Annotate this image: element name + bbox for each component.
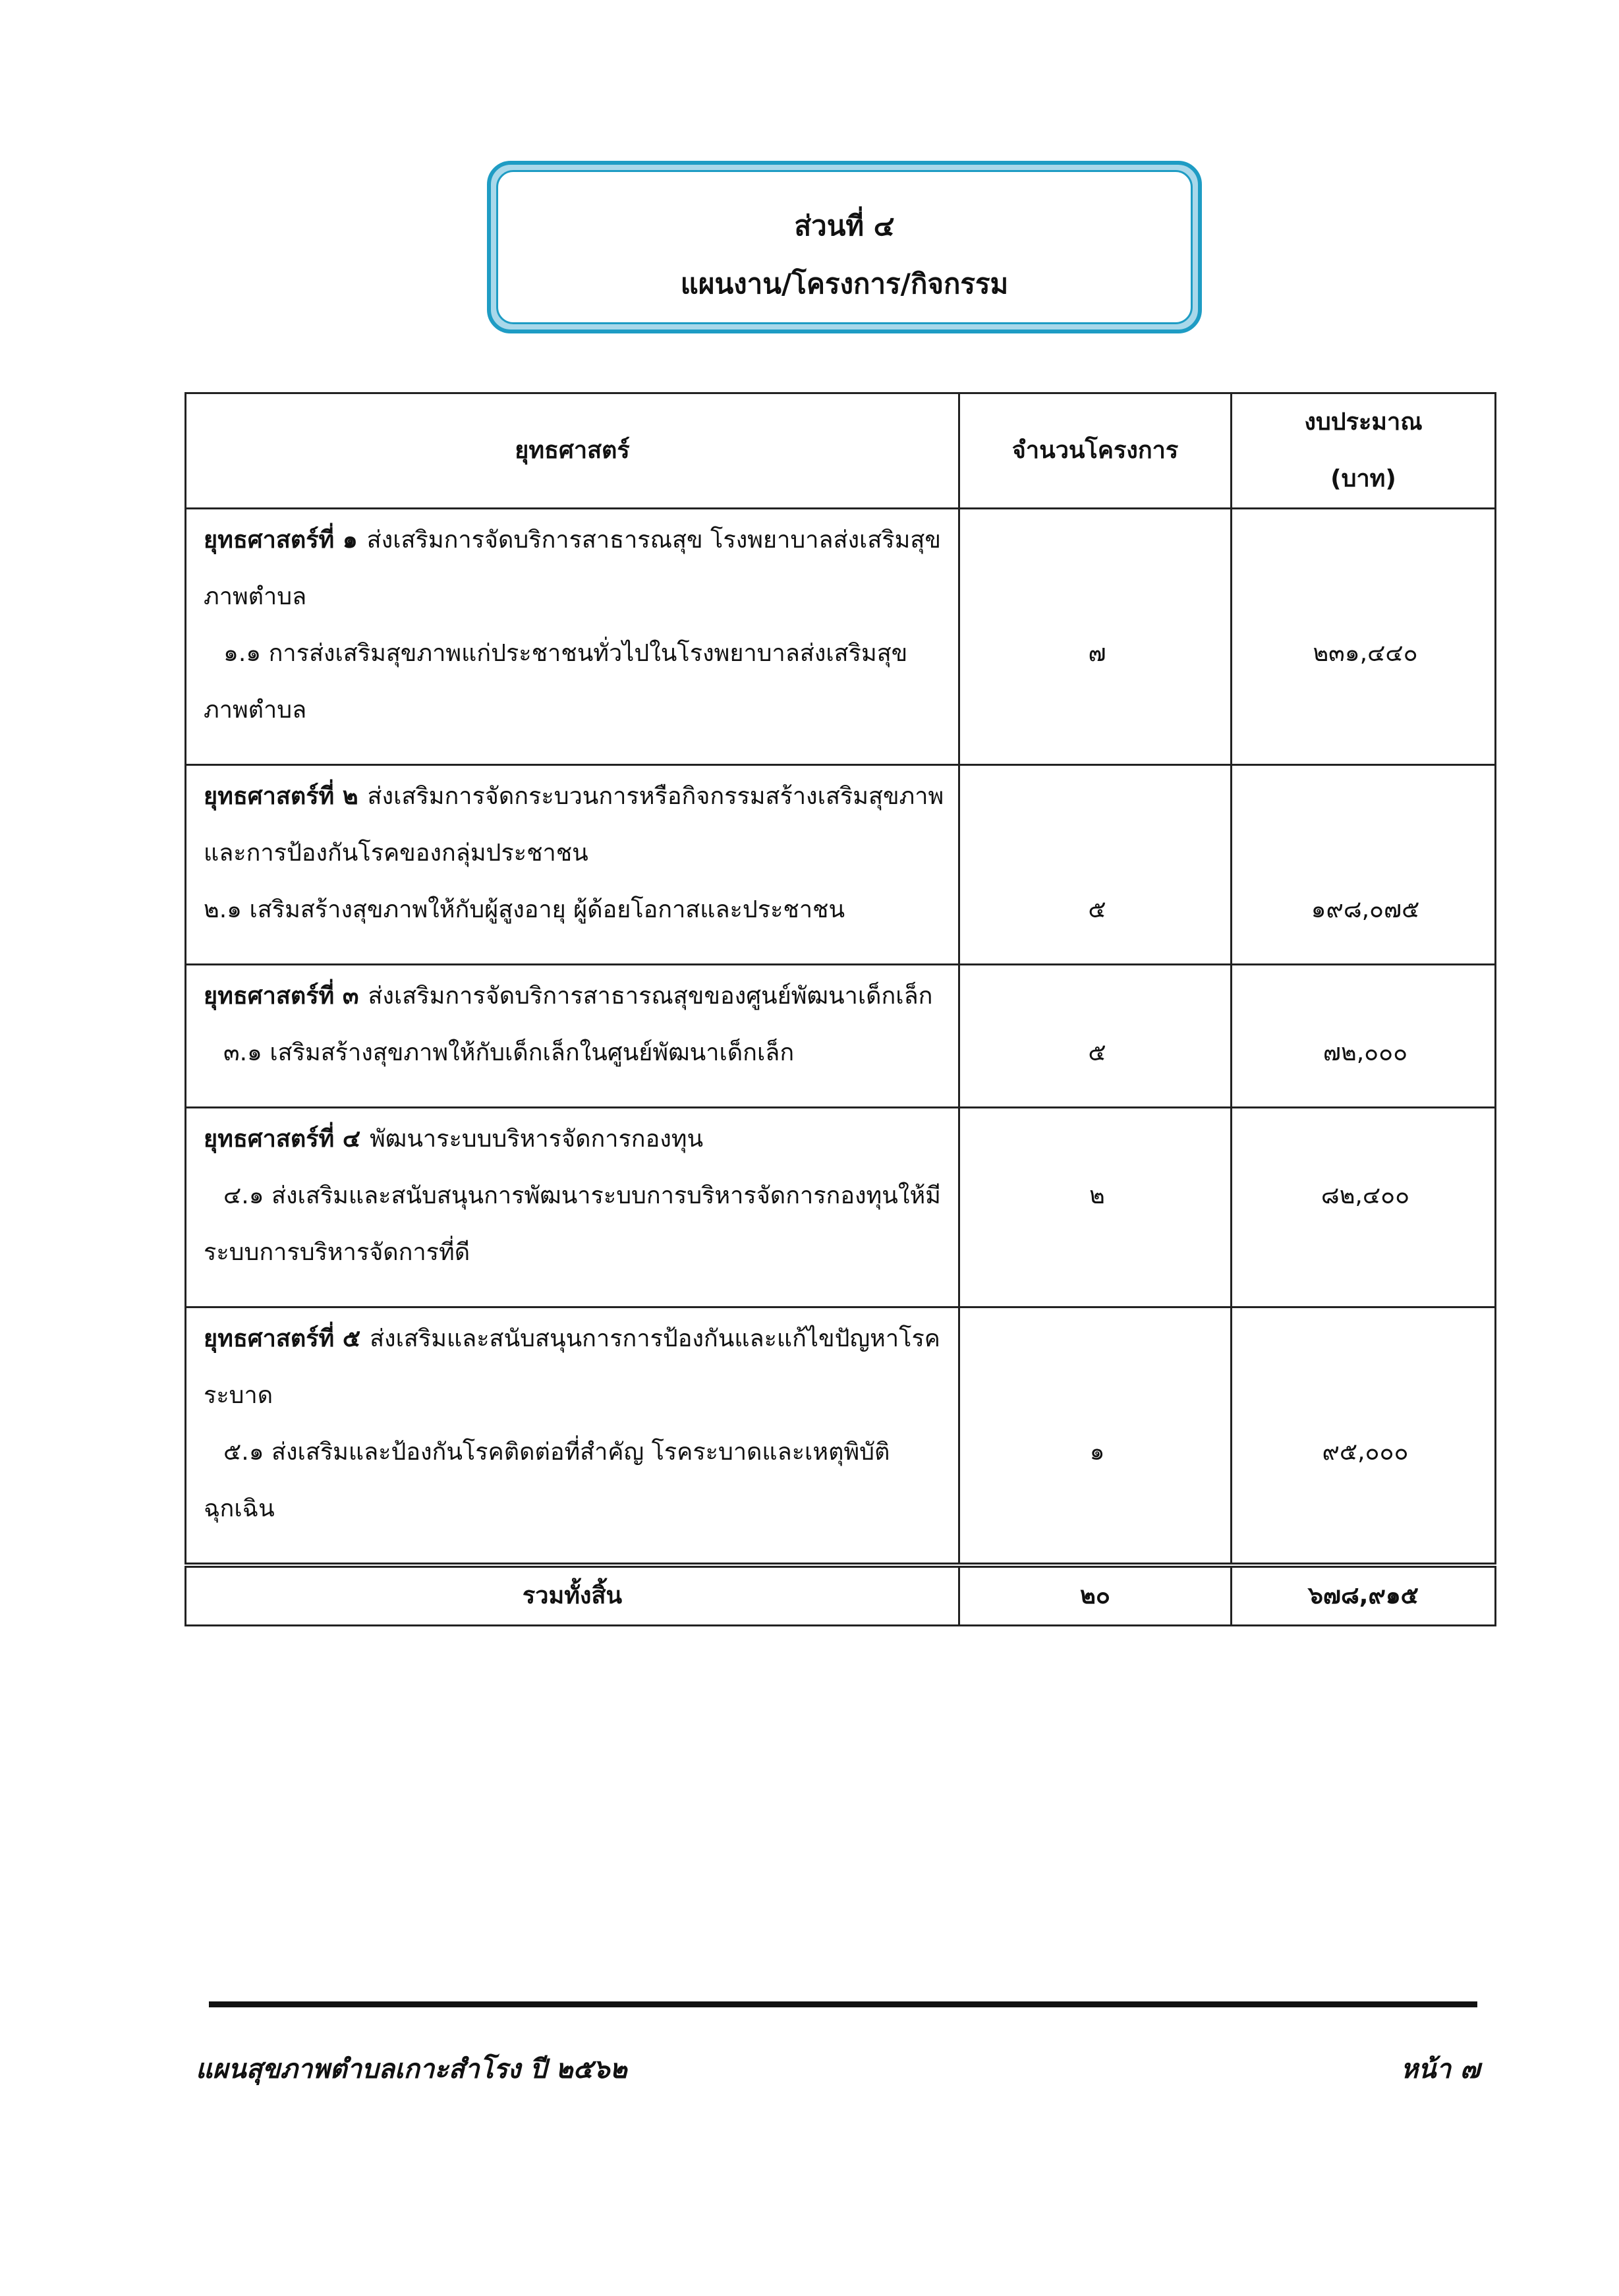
plan-item-row xyxy=(186,1168,1496,1307)
empty-cell xyxy=(1232,509,1496,626)
table-header-row xyxy=(186,393,1496,509)
project-count: ๗ xyxy=(959,625,1232,765)
strategy-cell xyxy=(186,765,959,882)
plan-item-cell xyxy=(186,1168,959,1307)
project-count: ๕ xyxy=(959,882,1232,965)
footer-document-title: แผนสุขภาพตำบลเกาะสำโรง ปี ๒๕๖๒ xyxy=(196,2054,627,2084)
plan-item-row xyxy=(186,882,1496,965)
project-count: ๑ xyxy=(959,1424,1232,1565)
empty-cell xyxy=(959,1307,1232,1425)
strategy-label: ยุทธศาสตร์ที่ ๑ xyxy=(204,527,358,554)
strategy-label: ยุทธศาสตร์ที่ ๕ xyxy=(204,1325,361,1352)
total-project-count: ๒๐ xyxy=(959,1565,1232,1625)
budget-amount: ๗๒,๐๐๐ xyxy=(1232,1025,1496,1108)
strategy-table xyxy=(185,392,1496,1626)
strategy-row xyxy=(186,765,1496,882)
empty-cell xyxy=(959,965,1232,1025)
total-row xyxy=(186,1565,1496,1625)
strategy-row xyxy=(186,1307,1496,1425)
strategy-title: ส่งเสริมการจัดบริการสาธารณสุข โรงพยาบาลส่งเสริมสุขภาพตำบล xyxy=(204,527,941,610)
plan-item-cell xyxy=(186,625,959,765)
header-strategy: ยุทธศาสตร์ xyxy=(186,393,959,509)
strategy-row xyxy=(186,509,1496,626)
strategy-cell xyxy=(186,965,959,1025)
total-budget: ๖๗๘,๙๑๕ xyxy=(1232,1565,1496,1625)
header-budget xyxy=(1232,393,1496,509)
header-project-count: จำนวนโครงการ xyxy=(959,393,1232,509)
plan-item-cell xyxy=(186,1424,959,1565)
total-label: รวมทั้งสิ้น xyxy=(186,1565,959,1625)
plan-item-text: ๑.๑ การส่งเสริมสุขภาพแก่ประชาชนทั่วไปในโรงพยาบาลส่งเสริมสุขภาพตำบล xyxy=(204,640,908,724)
empty-cell xyxy=(1232,1307,1496,1425)
section-title-frame xyxy=(487,161,1202,333)
strategy-row xyxy=(186,965,1496,1025)
strategy-label: ยุทธศาสตร์ที่ ๔ xyxy=(204,1126,361,1153)
header-budget-line1: งบประมาณ xyxy=(1304,409,1423,436)
strategy-cell xyxy=(186,1108,959,1168)
plan-item-row xyxy=(186,625,1496,765)
budget-amount: ๙๕,๐๐๐ xyxy=(1232,1424,1496,1565)
project-count: ๒ xyxy=(959,1168,1232,1307)
plan-item-text: ๕.๑ ส่งเสริมและป้องกันโรคติดต่อที่สำคัญ โรคระบาดและเหตุพิบัติฉุกเฉิน xyxy=(204,1439,890,1522)
strategy-cell xyxy=(186,1307,959,1425)
strategy-row xyxy=(186,1108,1496,1168)
budget-amount: ๑๙๘,๐๗๕ xyxy=(1232,882,1496,965)
empty-cell xyxy=(1232,765,1496,882)
budget-amount: ๒๓๑,๔๔๐ xyxy=(1232,625,1496,765)
empty-cell xyxy=(959,1108,1232,1168)
strategy-title: ส่งเสริมการจัดกระบวนการหรือกิจกรรมสร้างเสริมสุขภาพ และการป้องกันโรคของกลุ่มประชาชน xyxy=(204,783,944,867)
plan-item-row xyxy=(186,1424,1496,1565)
strategy-title: พัฒนาระบบบริหารจัดการกองทุน xyxy=(370,1126,704,1153)
footer-divider xyxy=(209,2001,1477,2007)
empty-cell xyxy=(959,509,1232,626)
section-title: แผนงาน/โครงการ/กิจกรรม xyxy=(680,268,1009,300)
plan-item-text: ๒.๑ เสริมสร้างสุขภาพให้กับผู้สูงอายุ ผู้ด้อยโอกาสและประชาชน xyxy=(204,896,845,923)
empty-cell xyxy=(1232,1108,1496,1168)
header-budget-line2: (บาท) xyxy=(1330,465,1396,492)
empty-cell xyxy=(959,765,1232,882)
footer-page-number: หน้า ๗ xyxy=(1400,2054,1480,2084)
strategy-label: ยุทธศาสตร์ที่ ๒ xyxy=(204,783,358,810)
empty-cell xyxy=(1232,965,1496,1025)
section-number: ส่วนที่ ๔ xyxy=(794,210,895,242)
plan-item-text: ๓.๑ เสริมสร้างสุขภาพให้กับเด็กเล็กในศูนย์พัฒนาเด็กเล็ก xyxy=(223,1039,795,1066)
section-title-inner xyxy=(496,170,1193,324)
strategy-title: ส่งเสริมและสนับสนุนการการป้องกันและแก้ไขปัญหาโรคระบาด xyxy=(204,1325,940,1409)
strategy-label: ยุทธศาสตร์ที่ ๓ xyxy=(204,983,359,1010)
plan-item-row xyxy=(186,1025,1496,1108)
plan-item-cell xyxy=(186,882,959,965)
strategy-cell xyxy=(186,509,959,626)
project-count: ๕ xyxy=(959,1025,1232,1108)
plan-item-text: ๔.๑ ส่งเสริมและสนับสนุนการพัฒนาระบบการบริหารจัดการกองทุนให้มีระบบการบริหารจัดการที่ดี xyxy=(204,1182,941,1266)
strategy-title: ส่งเสริมการจัดบริการสาธารณสุขของศูนย์พัฒนาเด็กเล็ก xyxy=(368,983,933,1010)
budget-amount: ๘๒,๔๐๐ xyxy=(1232,1168,1496,1307)
plan-item-cell xyxy=(186,1025,959,1108)
